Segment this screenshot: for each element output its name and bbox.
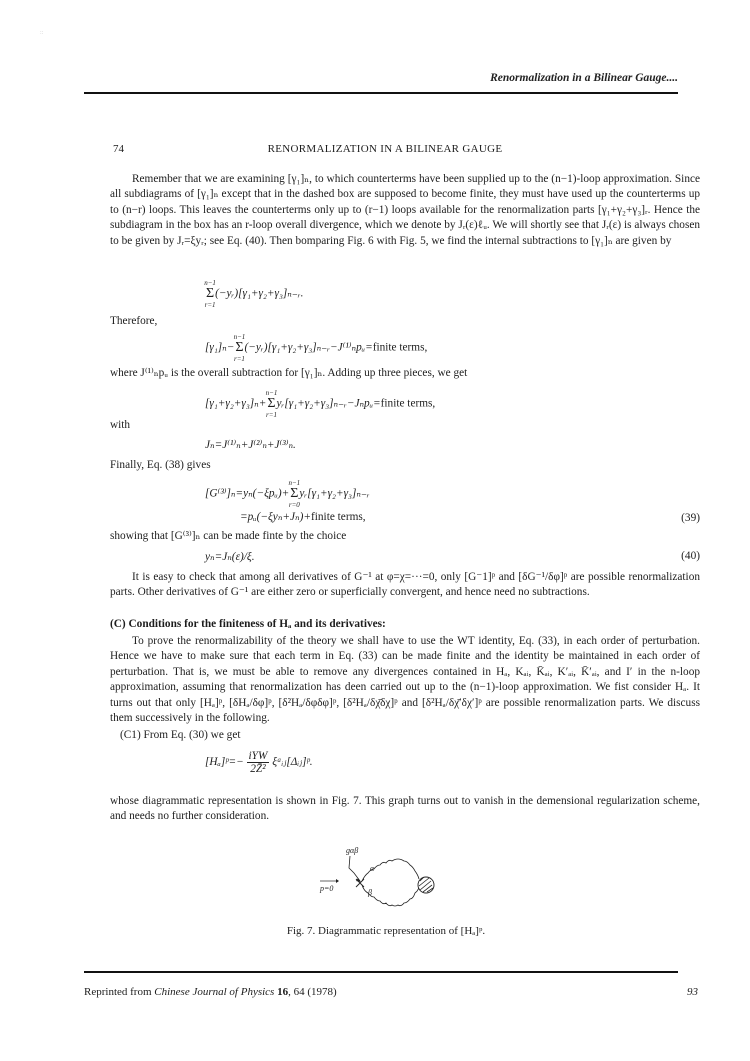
paragraph-5: whose diagrammatic representation is shown in Fig. 7. This graph turns out to vanish in the demensional regularization scheme, and needs no further consideration.: [110, 795, 700, 823]
label-momentum: p=0: [320, 884, 334, 893]
label-alpha: α: [370, 864, 375, 873]
chapter-title: RENORMALIZATION IN A BILINEAR GAUGE: [267, 143, 503, 155]
with-line: with: [110, 419, 131, 431]
figure-caption: Fig. 7. Diagrammatic representation of [Hₐ]ᵖ.: [286, 925, 486, 937]
therefore-line: Therefore,: [110, 315, 158, 327]
paragraph-text: Remember that we are examining [γ₁]ₙ, to which counterterms have been supplied up to the (n−1)-loop approximation. Since all subdiagrams of [γ₁]ₙ except that in the dashed box are supposed to become finite, they must have used up the counterterms up to (n−r) loops. This leaves the counterterms only up to (r−1) loops available for the renormalization parts [γ₁+γ₂+γ₃]ᵣ. Hence the subdiagram in the box has an r-loop overall divergence, which we denote by Jᵣ(ε)ℓᵤ. We will shortly see that Jᵣ(ε) is always chosen to be given by Jᵣ=ξyᵣ; see Eq. (40). Then bomparing Fig. 6 with Fig. 5, we find the internal subtractions to [γ₁]ₙ are given by: [110, 173, 700, 247]
arrow-line: [349, 856, 360, 881]
sum-symbol: Σ n−1 r=1: [233, 333, 246, 363]
section-c-heading: (C) Conditions for the finiteness of Hₐ and its derivatives:: [110, 618, 386, 630]
volume: 16: [274, 986, 289, 998]
page-number: 74: [113, 143, 124, 155]
running-head: Renormalization in a Bilinear Gauge....: [490, 72, 678, 84]
label-beta: β: [368, 888, 372, 897]
equation-three-pieces: [γ₁+γ₂+γ₃]ₙ+Σ n−1 r=1 yᵣ[γ₁+γ₂+γ₃]ₙ₋ᵣ−Jₙpᵤ=finite terms,: [205, 389, 436, 419]
paragraph-4: To prove the renormalizability of the theory we shall have to use the WT identity, Eq. (33), in each order of perturbation. Hence we have to make sure that each term in Eq. (33) can be made finite and the identity be maintained in each order of perturbation. That is, we must be able to remove any divergences contained in Hₐ, Kₐᵢ, K̄ₐᵢ, K′ₐᵢ, K̄′ₐᵢ, and I′ in the n-loop approximation, assuming that renormalization has deen carried out up to the (n−1)-loop approximation. We fist consider Hₐ. It turns out that only [Hₐ]ᵖ, [δHₐ/δφ]ᵖ, [δ²Hₐ/δφδφ]ᵖ, [δ²Hₐ/δχ̄δχ]ᵖ and [δ²Hₐ/δχ̄′δχ′]ᵖ are possible renormalization parts. We discuss them successively in the following.: [110, 635, 700, 725]
finally-line: Finally, Eq. (38) gives: [110, 459, 211, 471]
book-page-number: 93: [687, 986, 698, 998]
sum-symbol: Σ n−1 r=1: [265, 389, 278, 419]
scan-speck: ::: [40, 30, 44, 36]
paragraph-3: It is easy to check that among all derivatives of G⁻¹ at φ=χ=···=0, only [G⁻1]ᵖ and [δG⁻¹/δφ]ᵖ are possible renormalization parts. Other derivatives of G⁻¹ are either zero or superficially convergent, and hence need no subtractions.: [110, 571, 700, 599]
equation-number-40: (40): [681, 550, 700, 562]
equation-therefore: [γ₁]ₙ−Σ n−1 r=1 (−yᵣ)[γ₁+γ₂+γ₃]ₙ₋ᵣ−J⁽¹⁾ₙpᵤ=finite terms,: [205, 333, 428, 363]
sum-symbol: Σ n−1 r=1: [204, 279, 216, 309]
equation-40: yₙ=Jₙ(ε)/ξ.: [205, 551, 255, 563]
feynman-diagram: [318, 843, 448, 915]
paragraph-2: where J⁽¹⁾ₙpᵤ is the overall subtraction for [γ₁]ₙ. Adding up three pieces, we get: [110, 367, 468, 379]
c1-line: (C1) From Eq. (30) we get: [120, 729, 241, 741]
sum-symbol: Σ n−1 r=0: [288, 479, 301, 509]
journal-name: Chinese Journal of Physics: [154, 986, 275, 998]
showing-line: showing that [G⁽³⁾]ₙ can be made finte by the choice: [110, 530, 347, 542]
equation-39-line1: [G⁽³⁾]ₙ=yₙ(−ξpᵤ)+Σ n−1 r=0 yᵣ[γ₁+γ₂+γ₃]ₙ₋ᵣ: [205, 479, 370, 509]
equation-internal-subtractions: Σ n−1 r=1 (−yᵣ)[γ₁+γ₂+γ₃]ₙ₋ᵣ.: [204, 279, 304, 309]
equation-Ha: [Hₐ]ᵖ=− $\frac{\text{iYW}}{\text{2Z̄²}}$ ξᵃᵢⱼ[Δᵢⱼ]ᵖ.: [205, 750, 313, 775]
equation-39-line2: =pᵤ(−ξyₙ+Jₙ)+finite terms,: [240, 511, 366, 523]
paragraph-1: [110, 172, 700, 249]
footer-rule: [84, 971, 678, 973]
reprint-note: Reprinted from Chinese Journal of Physics 16, 64 (1978): [84, 986, 337, 998]
equation-J: Jₙ=J⁽¹⁾ₙ+J⁽²⁾ₙ+J⁽³⁾ₙ.: [205, 439, 296, 451]
header-rule: [84, 92, 678, 94]
label-g-alpha-beta: gαβ: [346, 846, 359, 855]
fraction: $\frac{\text{iYW}}{\text{2Z̄²}}$: [248, 750, 268, 775]
momentum-arrow-head-icon: [336, 879, 339, 883]
equation-number-39: (39): [681, 512, 700, 524]
